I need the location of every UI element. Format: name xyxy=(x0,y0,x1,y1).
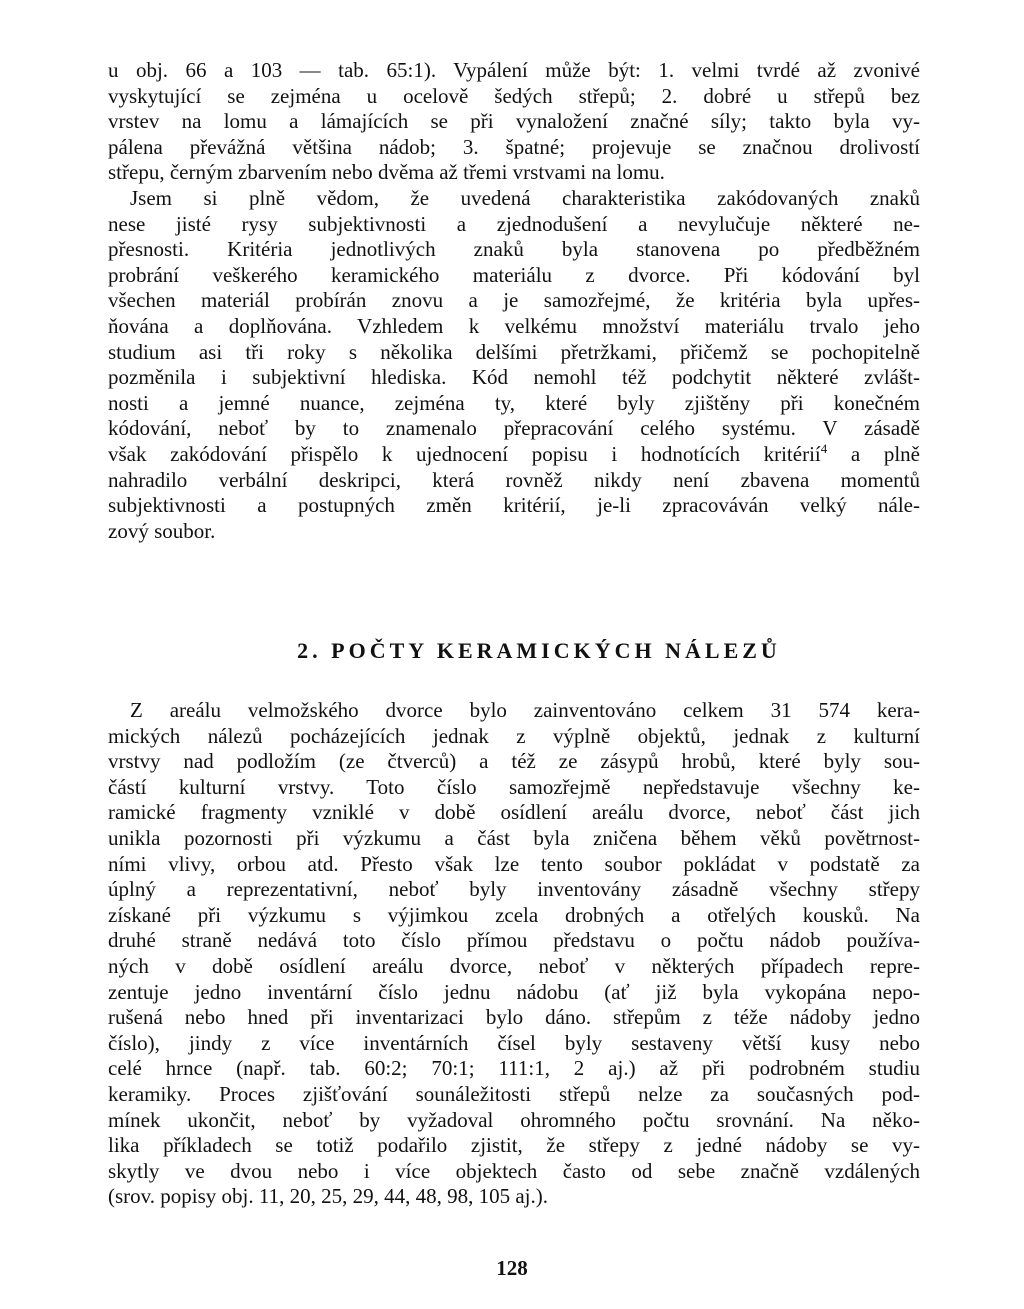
text-line: rušená nebo hned při inventarizaci bylo dáno. střepům z téže nádoby jedno xyxy=(108,1005,920,1030)
text-line: ramické fragmenty vzniklé v době osídlení areálu dvorce, neboť část jich xyxy=(108,800,920,825)
text-line: unikla pozornosti při výzkumu a část byla zničena během věků povětrnost- xyxy=(108,825,920,850)
text-segment: však zakódování přispělo k ujednocení popisu i hodnotících kritérií xyxy=(108,441,821,466)
text-line: Z areálu velmožského dvorce bylo zainventováno celkem 31 574 kera- xyxy=(130,698,920,722)
text-line: ných v době osídlení areálu dvorce, neboť v některých případech repre- xyxy=(108,953,920,978)
text-line: mínek ukončit, neboť by vyžadoval ohromného počtu srovnání. Na něko- xyxy=(108,1107,920,1132)
text-line: nese jisté rysy subjektivnosti a zjednodušení a nevylučuje některé ne- xyxy=(108,211,920,236)
text-line: zový soubor. xyxy=(108,518,216,543)
section-heading: 2. POČTY KERAMICKÝCH NÁLEZŮ xyxy=(297,638,781,663)
text-line: mických nálezů pocházejících jednak z výplně objektů, jednak z kulturní xyxy=(108,723,920,748)
text-line: celé hrnce (např. tab. 60:2; 70:1; 111:1, 2 aj.) až při podrobném studiu xyxy=(108,1056,920,1081)
text-line: vrstev na lomu a lámajících se při vynaložení značné síly; takto byla vy- xyxy=(108,109,920,134)
page-number: 128 xyxy=(496,1256,528,1280)
paragraph-coding-criteria xyxy=(108,186,920,544)
text-line: druhé straně nedává toto číslo přímou představu o počtu nádob používa- xyxy=(108,928,920,953)
text-line: vyskytující se zejména u ocelově šedých střepů; 2. dobré u střepů bez xyxy=(108,83,920,108)
text-line-with-footnote xyxy=(108,442,920,468)
section-body xyxy=(108,698,920,1210)
text-line: střepu, černým zbarvením nebo dvěma až třemi vrstvami na lomu. xyxy=(108,160,665,185)
text-line: všechen materiál probírán znovu a je samozřejmé, že kritéria byla upřes- xyxy=(108,288,920,313)
text-line: ními vlivy, orbou atd. Přesto však lze tento soubor pokládat v podstatě za xyxy=(108,851,920,876)
text-line: nahradilo verbální deskripci, která rovněž nikdy není zbavena momentů xyxy=(108,467,920,492)
text-line: subjektivnosti a postupných změn kritérií, je-li zpracováván velký nále- xyxy=(108,493,920,518)
text-line: číslo), jindy z více inventárních čísel byly sestaveny větší kusy nebo xyxy=(108,1030,920,1055)
text-line: lika příkladech se totiž podařilo zjistit, že střepy z jedné nádoby se vy- xyxy=(108,1133,920,1158)
text-line: nosti a jemné nuance, zejména ty, které byly zjištěny při konečném xyxy=(108,390,920,415)
text-line: zentuje jedno inventární číslo jednu nádobu (ať již byla vykopána nepo- xyxy=(108,979,920,1004)
text-line: keramiky. Proces zjišťování sounáležitosti střepů nelze za současných pod- xyxy=(108,1081,920,1106)
text-line: probrání veškerého keramického materiálu z dvorce. Při kódování byl xyxy=(108,262,920,287)
text-line: přesnosti. Kritéria jednotlivých znaků byla stanovena po předběžném xyxy=(108,237,920,262)
text-segment: a plně xyxy=(827,441,920,466)
text-line: částí kulturní vrstvy. Toto číslo samozřejmě nepředstavuje všechny ke- xyxy=(108,774,920,799)
text-line: skytly ve dvou nebo i více objektech často od sebe značně vzdálených xyxy=(108,1158,920,1183)
text-line: (srov. popisy obj. 11, 20, 25, 29, 44, 48, 98, 105 aj.). xyxy=(108,1184,549,1209)
text-line: úplný a reprezentativní, neboť byly inventovány zásadně všechny střepy xyxy=(108,877,920,902)
text-line: Jsem si plně vědom, že uvedená charakteristika zakódovaných znaků xyxy=(130,185,920,210)
text-line: u obj. 66 a 103 — tab. 65:1). Vypálení může být: 1. velmi tvrdé až zvonivé xyxy=(108,58,920,82)
text-line: pozměnila i subjektivní hlediska. Kód nemohl též podchytit některé zvlášt- xyxy=(108,365,920,390)
text-line: vrstvy nad podložím (ze čtverců) a též ze zásypů hrobů, které byly sou- xyxy=(108,749,920,774)
paragraph-continuation xyxy=(108,58,920,186)
text-line: studium asi tři roky s několika delšími přetržkami, přičemž se pochopitelně xyxy=(108,339,920,364)
page-content xyxy=(108,58,920,1209)
text-line: pálena převážná většina nádob; 3. špatné; projevuje se značnou drolivostí xyxy=(108,134,920,159)
text-line: získané při výzkumu s výjimkou zcela drobných a otřelých kousků. Na xyxy=(108,902,920,927)
text-line: ňována a doplňována. Vzhledem k velkému množství materiálu trvalo jeho xyxy=(108,313,920,338)
text-line: kódování, neboť by to znamenalo přepracování celého systému. V zásadě xyxy=(108,416,920,441)
footnote-marker[interactable]: 4 xyxy=(820,441,828,456)
